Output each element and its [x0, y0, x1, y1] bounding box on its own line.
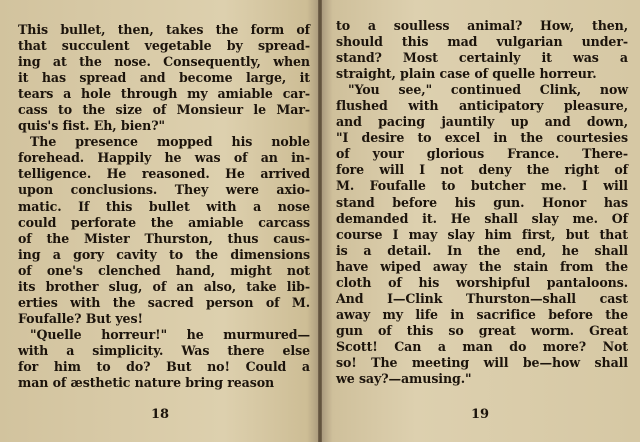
- text-line: of your glorious France. There-: [336, 146, 628, 162]
- left-page-number: 18: [150, 407, 170, 422]
- text-line: is a detail. In the end, he shall: [336, 242, 628, 258]
- text-line: telligence. He reasoned. He arrived: [18, 166, 310, 182]
- text-line: and pacing jauntily up and down,: [336, 114, 628, 130]
- text-line: stand? Most certainly it was a: [336, 50, 628, 66]
- text-line: "You see," continued Clink, now: [348, 82, 628, 98]
- text-line: M. Foufalle to butcher me. I will: [336, 178, 628, 194]
- text-line: we say?—amusing.": [336, 371, 472, 387]
- text-line: away my life in sacrifice before the: [336, 306, 628, 322]
- text-line: ing a gory cavity to the dimensions: [18, 246, 310, 262]
- text-line: flushed with anticipatory pleasure,: [336, 98, 628, 114]
- text-line: cass to the size of Monsieur le Mar-: [18, 102, 310, 118]
- text-line: gun of this so great worm. Great: [336, 322, 628, 338]
- text-line: This bullet, then, takes the form of: [18, 22, 310, 37]
- text-line: should this mad vulgarian under-: [336, 34, 628, 50]
- right-page: [320, 0, 640, 442]
- text-line: And I—Clink Thurston—shall cast: [336, 290, 628, 306]
- text-line: matic. If this bullet with a nose: [18, 198, 310, 214]
- text-line: could perforate the amiable carcass: [18, 214, 310, 230]
- text-line: to a soulless animal? How, then,: [336, 18, 628, 33]
- text-line: tears a hole through my amiable car-: [18, 86, 310, 102]
- text-line: stand before his gun. Honor has: [336, 194, 628, 210]
- text-line: so! The meeting will be—how shall: [336, 354, 628, 370]
- text-line: it has spread and become large, it: [18, 70, 310, 86]
- right-page-text: [336, 18, 628, 387]
- text-line: cloth of his worshipful pantaloons.: [336, 274, 628, 290]
- text-line: of one's clenched hand, might not: [18, 262, 310, 278]
- text-line: straight, plain case of quelle horreur.: [336, 66, 597, 82]
- text-line: course I may slay him first, but that: [336, 226, 628, 242]
- text-line: with a simplicity. Was there else: [18, 342, 310, 358]
- text-line: forehead. Happily he was of an in-: [18, 150, 310, 166]
- text-line: man of æsthetic nature bring reason: [18, 375, 275, 391]
- text-line: for him to do? But no! Could a: [18, 358, 310, 374]
- text-line: erties with the sacred person of M.: [18, 294, 310, 310]
- text-line: Scott! Can a man do more? Not: [336, 338, 628, 354]
- text-line: demanded it. He shall slay me. Of: [336, 210, 628, 226]
- left-page-text: [18, 22, 310, 391]
- book-gutter: [318, 0, 322, 442]
- text-line: Foufalle? But yes!: [18, 310, 143, 326]
- text-line: ing at the nose. Consequently, when: [18, 54, 310, 70]
- text-line: "Quelle horreur!" he murmured—: [30, 326, 310, 342]
- text-line: that succulent vegetable by spread-: [18, 38, 310, 54]
- text-line: "I desire to excel in the courtesies: [336, 130, 628, 146]
- text-line: upon conclusions. They were axio-: [18, 182, 310, 198]
- text-line: quis's fist. Eh, bien?": [18, 118, 165, 134]
- text-line: its brother slug, of an also, take lib-: [18, 278, 310, 294]
- text-line: The presence mopped his noble: [30, 134, 310, 150]
- text-line: fore will I not deny the right of: [336, 162, 628, 178]
- text-line: of the Mister Thurston, thus caus-: [18, 230, 310, 246]
- right-page-number: 19: [470, 407, 490, 422]
- text-line: have wiped away the stain from the: [336, 258, 628, 274]
